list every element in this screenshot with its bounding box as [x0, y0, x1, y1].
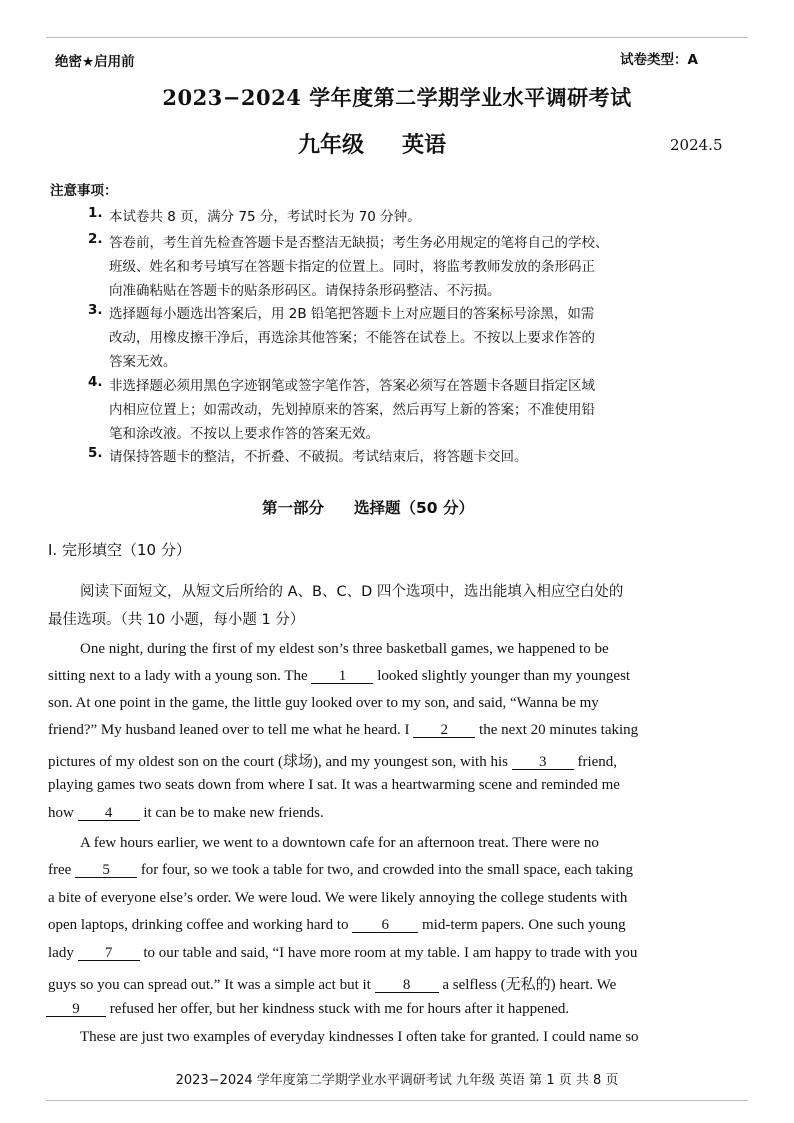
exam-title: 2023−2024 学年度第二学期学业水平调研考试: [162, 85, 632, 110]
blank-1: 1: [311, 669, 373, 684]
passage-line: friend?” My husband leaned over to tell me what he heard. I 2 the next 20 minutes taking: [48, 722, 639, 738]
notice-line: 本试卷共 8 页，满分 75 分，考试时长为 70 分钟。: [109, 209, 421, 225]
exam-date: 2024.5: [670, 136, 723, 154]
bottom-rule: [46, 1100, 748, 1101]
blank-8: 8: [375, 978, 439, 993]
blank-5: 5: [75, 863, 137, 878]
passage-line: playing games two seats down from where I sat. It was a heartwarming scene and reminded me: [48, 777, 620, 793]
notice-number: 2.: [88, 231, 103, 247]
exam-subtitle: [298, 128, 446, 159]
notice-heading: 注意事项：: [50, 183, 118, 199]
passage-line: son. At one point in the game, the little guy looked over to my son, and said, “Wanna be my: [48, 695, 599, 711]
notice-line: 班级、姓名和考号填写在答题卡指定的位置上。同时，将监考教师发放的条形码正: [109, 259, 595, 275]
notice-number: 1.: [88, 205, 103, 221]
notice-line: 向准确粘贴在答题卡的贴条形码区。请保持条形码整洁、不污损。: [109, 283, 501, 299]
blank-3: 3: [512, 755, 574, 770]
notice-line: 笔和涂改液。不按以上要求作答的答案无效。: [109, 426, 379, 442]
notice-number: 4.: [88, 374, 103, 390]
notice-line: 改动，用橡皮擦干净后，再选涂其他答案；不能答在试卷上。不按以上要求作答的: [109, 330, 595, 346]
passage-line: sitting next to a lady with a young son. The 1 looked slightly younger than my youngest: [48, 668, 631, 684]
notice-line: 非选择题必须用黑色字迹钢笔或签字笔作答，答案必须写在答题卡各题目指定区域: [109, 378, 595, 394]
passage-line: free 5 for four, so we took a table for two, and crowded into the small space, each taking: [48, 862, 633, 878]
blank-2: 2: [413, 723, 475, 738]
notice-number: 3.: [88, 302, 103, 318]
instructions-line: 阅读下面短文，从短文后所给的 A、B、C、D 四个选项中，选出能填入相应空白处的: [80, 584, 624, 600]
top-rule: [46, 37, 748, 38]
passage-line: how 4 it can be to make new friends.: [48, 805, 324, 821]
notice-line: 答卷前，考生首先检查答题卡是否整洁无缺损；考生务必用规定的笔将自己的学校、: [109, 235, 609, 251]
grade-label: 九年级: [298, 132, 365, 158]
notice-line: 选择题每小题选出答案后，用 2B 铅笔把答题卡上对应题目的答案标号涂黑，如需: [109, 306, 595, 322]
notice-line: 内相应位置上；如需改动，先划掉原来的答案，然后再写上新的答案；不准使用铅: [109, 402, 595, 418]
blank-9: 9: [46, 1002, 106, 1017]
passage-line: 9 refused her offer, but her kindness stuck with me for hours after it happened.: [46, 1001, 569, 1018]
page-footer: 2023−2024 学年度第二学期学业水平调研考试 九年级 英语 第 1 页 共 8 页: [175, 1073, 619, 1088]
passage-line: These are just two examples of everyday kindnesses I often take for granted. I could name so: [80, 1029, 639, 1045]
section-name: 选择题（50 分）: [354, 499, 474, 517]
part-heading: I. 完形填空（10 分）: [48, 541, 191, 559]
confidential-label: 绝密★启用前: [55, 54, 135, 70]
instructions-line: 最佳选项。（共 10 小题，每小题 1 分）: [48, 612, 305, 628]
notice-line: 答案无效。: [109, 354, 177, 370]
passage-line: A few hours earlier, we went to a downtown cafe for an afternoon treat. There were no: [80, 835, 599, 851]
paper-type-label: 试卷类型：A: [620, 52, 698, 68]
blank-7: 7: [78, 946, 140, 961]
blank-6: 6: [352, 918, 418, 933]
passage-line: open laptops, drinking coffee and working hard to 6 mid-term papers. One such young: [48, 917, 626, 933]
subject-label: 英语: [402, 132, 447, 158]
notice-line: 请保持答题卡的整洁，不折叠、不破损。考试结束后，将答题卡交回。: [109, 449, 528, 465]
section-heading: [262, 496, 474, 518]
passage-line: lady 7 to our table and said, “I have more room at my table. I am happy to trade with you: [48, 945, 638, 961]
passage-line: a bite of everyone else’s order. We were loud. We were likely annoying the college students with: [48, 890, 628, 906]
section-part: 第一部分: [262, 499, 325, 517]
passage-line: One night, during the first of my eldest son’s three basketball games, we happened to be: [80, 641, 609, 657]
notice-number: 5.: [88, 445, 103, 461]
passage-line: guys so you can spread out.” It was a simple act but it 8 a selfless (无私的) heart. We: [48, 977, 617, 993]
blank-4: 4: [78, 806, 140, 821]
passage-line: pictures of my oldest son on the court (球场), and my youngest son, with his 3 friend,: [48, 754, 618, 770]
